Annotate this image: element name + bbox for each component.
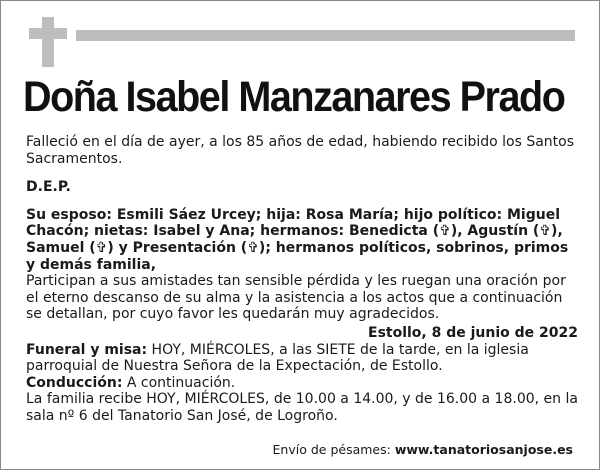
cross-icon — [42, 17, 54, 67]
conduccion-info — [26, 375, 581, 392]
funeral-text: HOY, MIÉRCOLES, a las SIETE de la tarde, en la iglesia parroquial de Nuestra Señora de la Expectación, de Estollo. — [26, 341, 529, 375]
footer — [273, 442, 573, 457]
visita-info: La familia recibe HOY, MIÉRCOLES, de 10.00 a 14.00, y de 16.00 a 18.00, en la sala nº 6 del Tanatorio San José, de Logroño. — [26, 391, 578, 424]
deceased-name: Doña Isabel Manzanares Prado — [23, 73, 565, 121]
conduccion-label: Conducción: — [26, 374, 123, 391]
footer-url-link[interactable]: www.tanatoriosanjose.es — [394, 442, 573, 457]
obituary-body — [26, 134, 581, 425]
funeral-info — [26, 342, 581, 375]
conduccion-text: A continuación. — [126, 374, 236, 391]
dateline: Estollo, 8 de junio de 2022 — [368, 324, 578, 341]
header-rule — [76, 30, 575, 41]
funeral-label: Funeral y misa: — [26, 341, 148, 358]
cross-icon-bar — [29, 28, 67, 39]
closing-text: Participan a sus amistades tan sensible pérdida y les ruegan una oración por el eterno descanso de su alma y la asistencia a los actos que a continuación se detallan, por cuyo favor les quedarán muy agradecidos. — [26, 273, 566, 323]
intro-text: Falleció en el día de ayer, a los 85 años de edad, habiendo recibido los Santos Sacramentos. — [26, 134, 575, 167]
dep-text: D.E.P. — [26, 179, 71, 196]
family-list: Su esposo: Esmili Sáez Urcey; hija: Rosa María; hijo político: Miguel Chacón; nietas: Isabel y Ana; hermanos: Benedicta (✞), Agustín (✞), Samuel (✞) y Presentación (✞); hermanos políticos, sobrinos, primos y demás familia, — [26, 206, 569, 273]
footer-label: Envío de pésames: — [272, 442, 391, 457]
